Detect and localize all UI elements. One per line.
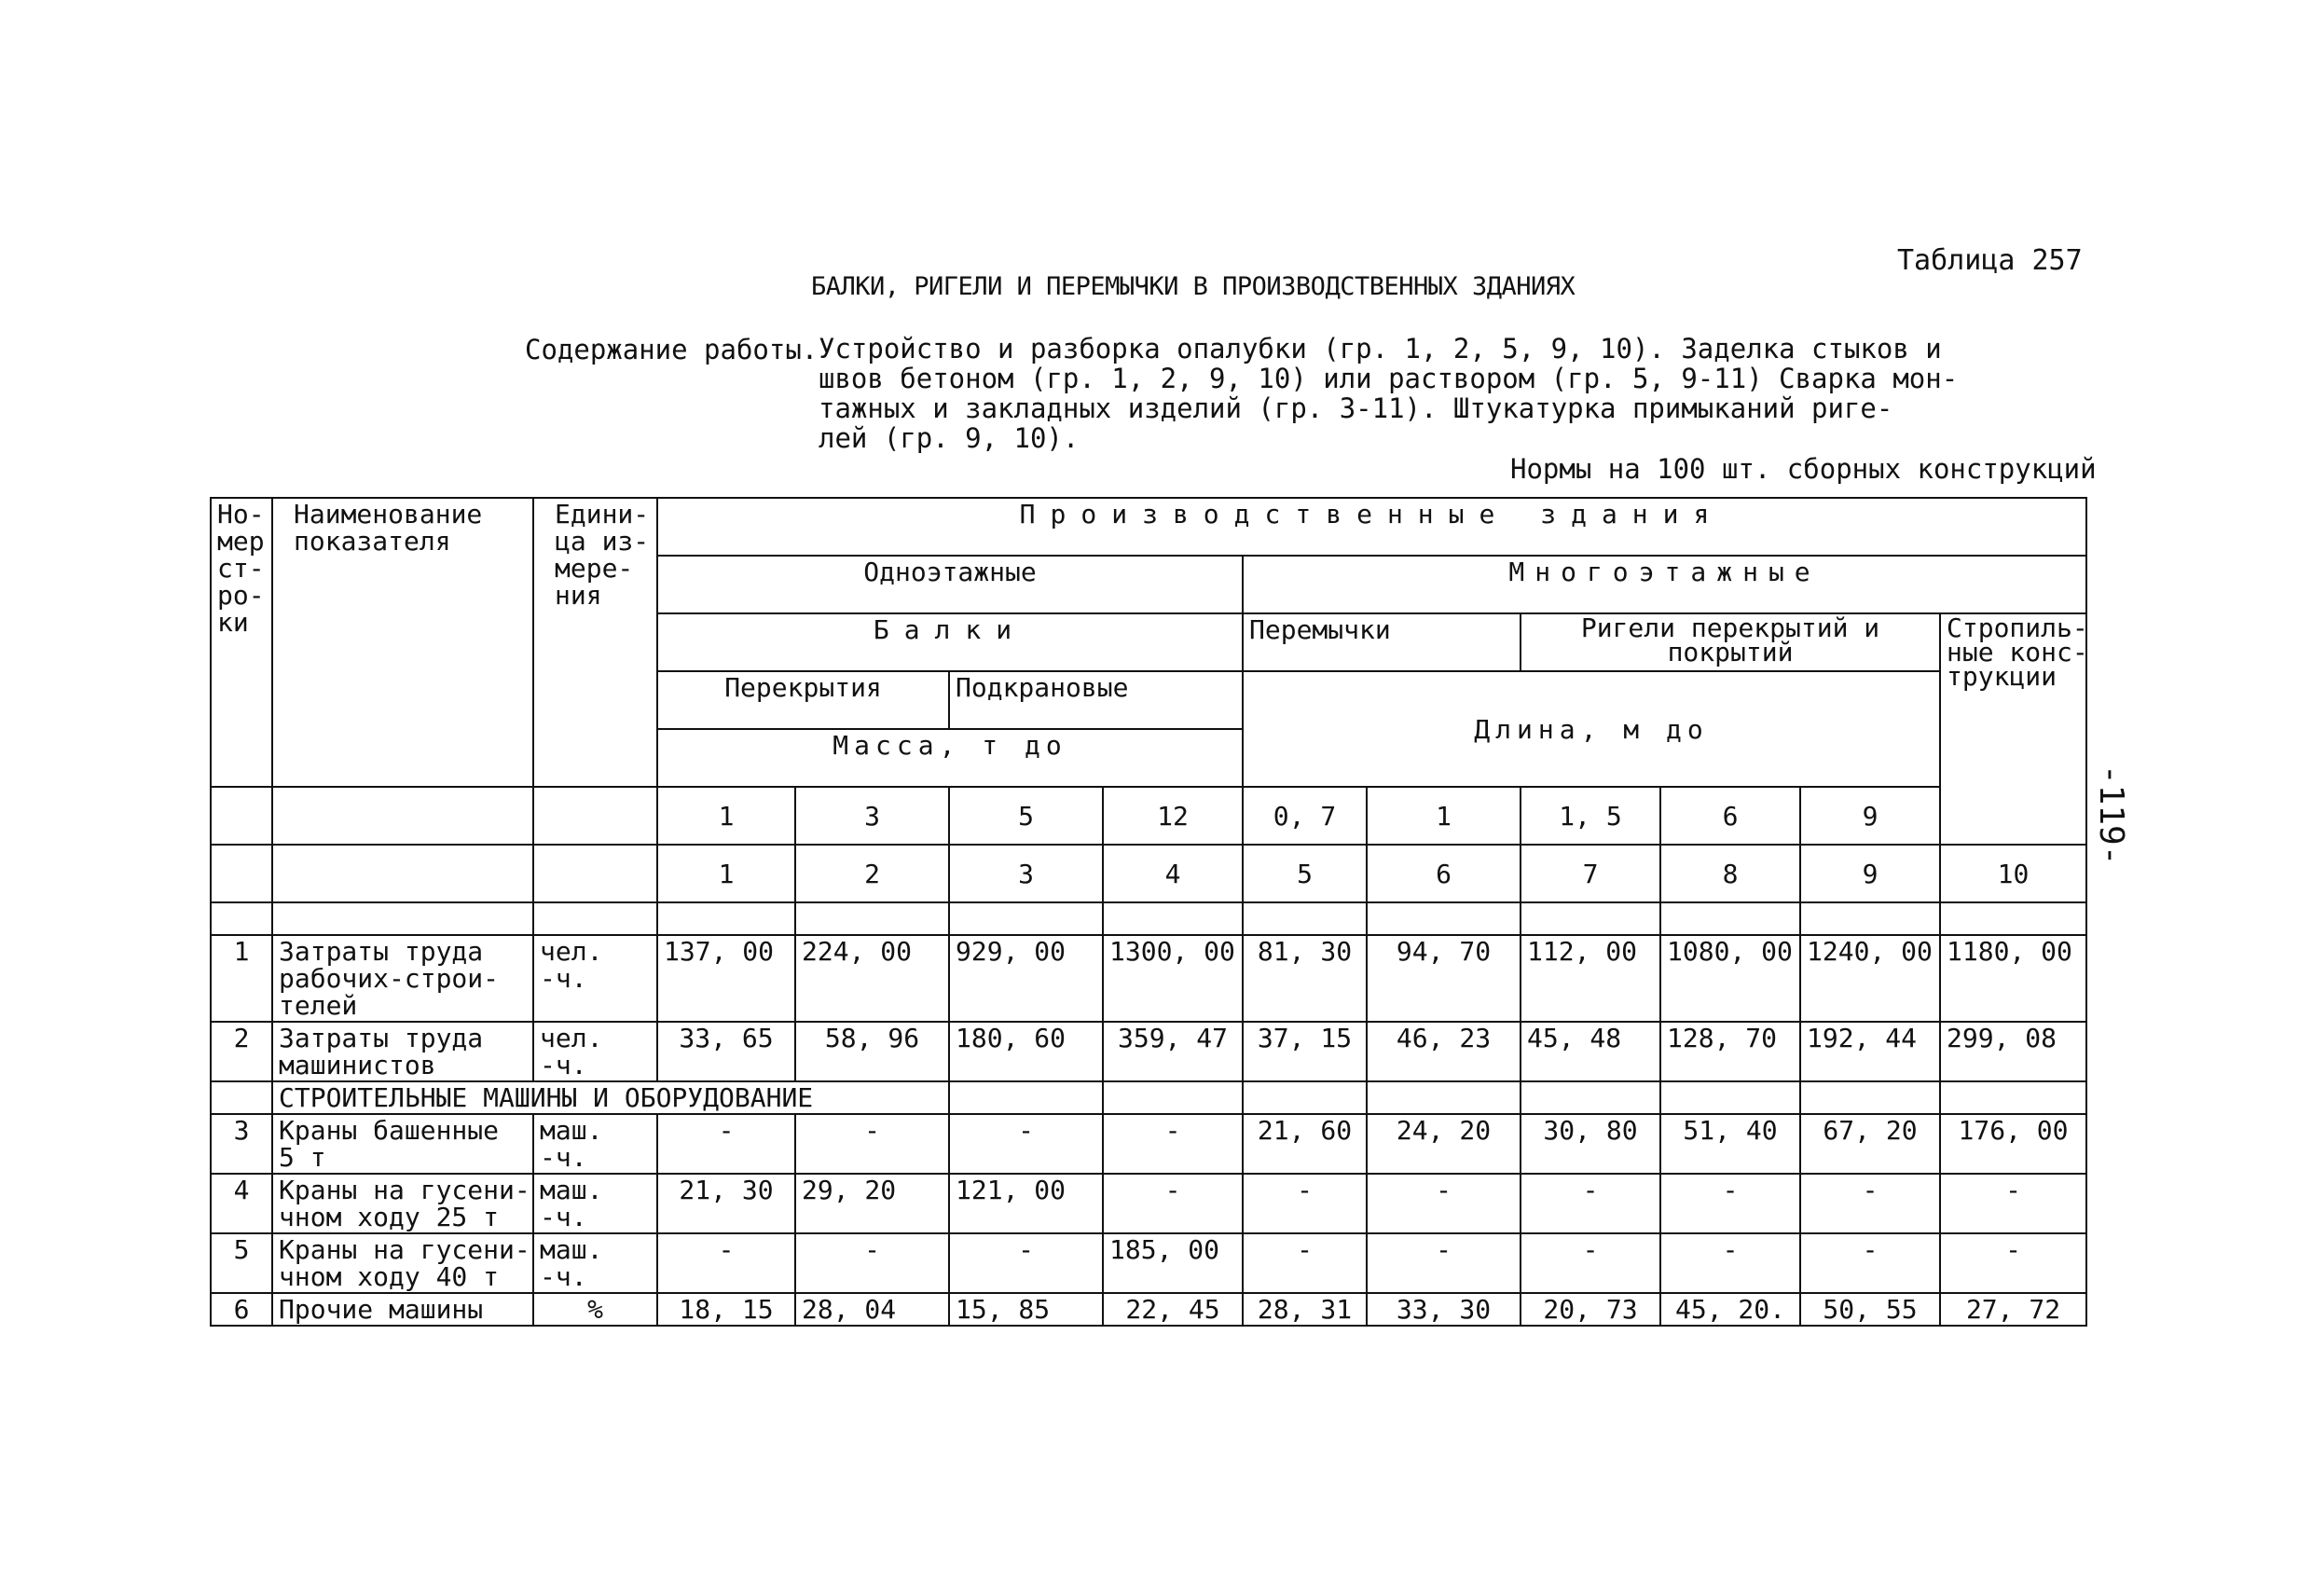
header-unit: Едини- ца из- мере- ния bbox=[533, 498, 657, 787]
size-value: 9 bbox=[1800, 787, 1940, 845]
row-name: Краны башенные 5 т bbox=[272, 1114, 533, 1174]
column-number: 2 bbox=[795, 845, 949, 902]
row-value: - bbox=[1660, 1233, 1800, 1293]
row-value: 121, 00 bbox=[949, 1174, 1103, 1233]
size-value: 6 bbox=[1660, 787, 1800, 845]
row-value: 299, 08 bbox=[1940, 1022, 2086, 1081]
row-number: 3 bbox=[211, 1114, 272, 1174]
section-title: СТРОИТЕЛЬНЫЕ МАШИНЫ И ОБОРУДОВАНИЕ bbox=[272, 1081, 949, 1114]
row-name: Затраты труда рабочих-строи- телей bbox=[272, 935, 533, 1022]
row-value: 28, 04 bbox=[795, 1293, 949, 1326]
row-value: 33, 65 bbox=[657, 1022, 795, 1081]
row-value: - bbox=[657, 1233, 795, 1293]
column-number: 7 bbox=[1521, 845, 1660, 902]
row-value: 1300, 00 bbox=[1103, 935, 1243, 1022]
row-value: 21, 60 bbox=[1243, 1114, 1367, 1174]
header-one-storey: Одноэтажные bbox=[657, 556, 1243, 613]
column-number: 5 bbox=[1243, 845, 1367, 902]
page-title: БАЛКИ, РИГЕЛИ И ПЕРЕМЫЧКИ В ПРОИЗВОДСТВЕННЫХ ЗДАНИЯХ bbox=[811, 272, 1576, 301]
header-girders: Ригели перекрытий и покрытий bbox=[1521, 613, 1940, 671]
row-value: 21, 30 bbox=[657, 1174, 795, 1233]
row-value: 58, 96 bbox=[795, 1022, 949, 1081]
row-number: 6 bbox=[211, 1293, 272, 1326]
row-value: 50, 55 bbox=[1800, 1293, 1940, 1326]
header-mass: Масса, т до bbox=[657, 729, 1243, 787]
row-number: 2 bbox=[211, 1022, 272, 1081]
row-value: - bbox=[795, 1114, 949, 1174]
norms-caption: Нормы на 100 шт. сборных конструкций bbox=[1510, 453, 2097, 485]
table-row bbox=[211, 1114, 2086, 1174]
row-value: - bbox=[1660, 1174, 1800, 1233]
row-value: 176, 00 bbox=[1940, 1114, 2086, 1174]
row-value: 15, 85 bbox=[949, 1293, 1103, 1326]
row-value: - bbox=[1521, 1233, 1660, 1293]
header-length: Длина, м до bbox=[1243, 671, 1940, 787]
row-value: - bbox=[1103, 1114, 1243, 1174]
row-value: 224, 00 bbox=[795, 935, 949, 1022]
table-row bbox=[211, 1233, 2086, 1293]
column-number: 4 bbox=[1103, 845, 1243, 902]
row-value: 29, 20 bbox=[795, 1174, 949, 1233]
page-number: -119- bbox=[2092, 764, 2130, 866]
empty-cell bbox=[533, 845, 657, 902]
row-value: 45, 20. bbox=[1660, 1293, 1800, 1326]
row-number: 4 bbox=[211, 1174, 272, 1233]
header-rafters: Стропиль- ные конс- трукции bbox=[1940, 613, 2086, 845]
column-number: 9 bbox=[1800, 845, 1940, 902]
column-number: 3 bbox=[949, 845, 1103, 902]
row-name: Краны на гусени- чном ходу 40 т bbox=[272, 1233, 533, 1293]
row-value: 27, 72 bbox=[1940, 1293, 2086, 1326]
row-number: 5 bbox=[211, 1233, 272, 1293]
row-value: - bbox=[1940, 1233, 2086, 1293]
row-value: 929, 00 bbox=[949, 935, 1103, 1022]
header-multi-storey: Многоэтажные bbox=[1243, 556, 2086, 613]
empty-cell bbox=[211, 845, 272, 902]
row-value: 45, 48 bbox=[1521, 1022, 1660, 1081]
row-value: - bbox=[1800, 1174, 1940, 1233]
row-value: 112, 00 bbox=[1521, 935, 1660, 1022]
row-value: 94, 70 bbox=[1367, 935, 1521, 1022]
header-floor-beams: Перекрытия bbox=[657, 671, 949, 729]
row-value: 37, 15 bbox=[1243, 1022, 1367, 1081]
work-content-label: Содержание работы. bbox=[525, 334, 819, 365]
work-content-text: Устройство и разборка опалубки (гр. 1, 2, 5, 9, 10). Заделка стыков и швов бетоном (гр. 1, 2, 9, 10) или раствором (гр. 5, 9-11) Сварка мон- тажных и закладных изделий (гр. 3-11). Штукатурка примыканий риге- лей (гр. 9, 10). bbox=[819, 333, 1959, 454]
row-value: 20, 73 bbox=[1521, 1293, 1660, 1326]
row-value: 33, 30 bbox=[1367, 1293, 1521, 1326]
table-row bbox=[211, 1293, 2086, 1326]
row-value: 359, 47 bbox=[1103, 1022, 1243, 1081]
row-value: 18, 15 bbox=[657, 1293, 795, 1326]
row-value: 137, 00 bbox=[657, 935, 795, 1022]
row-value: 24, 20 bbox=[1367, 1114, 1521, 1174]
row-name: Затраты труда машинистов bbox=[272, 1022, 533, 1081]
row-value: - bbox=[1367, 1174, 1521, 1233]
row-value: - bbox=[1800, 1233, 1940, 1293]
row-value: 28, 31 bbox=[1243, 1293, 1367, 1326]
header-indicator-name: Наименование показателя bbox=[272, 498, 533, 787]
row-unit: маш. -ч. bbox=[533, 1233, 657, 1293]
empty-cell bbox=[272, 787, 533, 845]
norms-table bbox=[210, 497, 2087, 1327]
empty-cell bbox=[533, 787, 657, 845]
empty-cell bbox=[211, 787, 272, 845]
size-value: 1, 5 bbox=[1521, 787, 1660, 845]
size-value: 3 bbox=[795, 787, 949, 845]
size-value: 1 bbox=[1367, 787, 1521, 845]
row-value: 46, 23 bbox=[1367, 1022, 1521, 1081]
table-row bbox=[211, 935, 2086, 1022]
row-value: - bbox=[1103, 1174, 1243, 1233]
column-number: 1 bbox=[657, 845, 795, 902]
row-value: - bbox=[1521, 1174, 1660, 1233]
table-row bbox=[211, 1174, 2086, 1233]
row-value: - bbox=[1367, 1233, 1521, 1293]
column-number: 10 bbox=[1940, 845, 2086, 902]
row-value: - bbox=[795, 1233, 949, 1293]
row-unit: маш. -ч. bbox=[533, 1114, 657, 1174]
row-value: - bbox=[949, 1233, 1103, 1293]
row-value: - bbox=[1243, 1174, 1367, 1233]
row-unit: % bbox=[533, 1293, 657, 1326]
row-value: 1180, 00 bbox=[1940, 935, 2086, 1022]
header-row-number: Но- мер ст- ро- ки bbox=[211, 498, 272, 787]
row-value: 128, 70 bbox=[1660, 1022, 1800, 1081]
header-beams: Балки bbox=[657, 613, 1243, 671]
column-number: 6 bbox=[1367, 845, 1521, 902]
row-value: 1240, 00 bbox=[1800, 935, 1940, 1022]
column-number: 8 bbox=[1660, 845, 1800, 902]
header-lintels: Перемычки bbox=[1243, 613, 1521, 671]
row-name: Прочие машины bbox=[272, 1293, 533, 1326]
row-value: - bbox=[1940, 1174, 2086, 1233]
header-crane-beams: Подкрановые bbox=[949, 671, 1243, 729]
row-value: 51, 40 bbox=[1660, 1114, 1800, 1174]
row-unit: чел. -ч. bbox=[533, 935, 657, 1022]
row-unit: чел. -ч. bbox=[533, 1022, 657, 1081]
size-value: 12 bbox=[1103, 787, 1243, 845]
row-value: 30, 80 bbox=[1521, 1114, 1660, 1174]
row-value: 81, 30 bbox=[1243, 935, 1367, 1022]
empty-cell bbox=[272, 845, 533, 902]
row-number: 1 bbox=[211, 935, 272, 1022]
row-value: 67, 20 bbox=[1800, 1114, 1940, 1174]
row-unit: маш. -ч. bbox=[533, 1174, 657, 1233]
row-value: - bbox=[1243, 1233, 1367, 1293]
table-row bbox=[211, 1022, 2086, 1081]
row-value: 180, 60 bbox=[949, 1022, 1103, 1081]
table-number: Таблица 257 bbox=[1897, 244, 2083, 277]
row-value: 22, 45 bbox=[1103, 1293, 1243, 1326]
size-value: 1 bbox=[657, 787, 795, 845]
size-value: 5 bbox=[949, 787, 1103, 845]
row-value: - bbox=[949, 1114, 1103, 1174]
row-value: 1080, 00 bbox=[1660, 935, 1800, 1022]
size-value: 0, 7 bbox=[1243, 787, 1367, 845]
row-name: Краны на гусени- чном ходу 25 т bbox=[272, 1174, 533, 1233]
row-value: - bbox=[657, 1114, 795, 1174]
row-value: 185, 00 bbox=[1103, 1233, 1243, 1293]
header-industrial-buildings: Производственные здания bbox=[657, 498, 2086, 556]
row-value: 192, 44 bbox=[1800, 1022, 1940, 1081]
